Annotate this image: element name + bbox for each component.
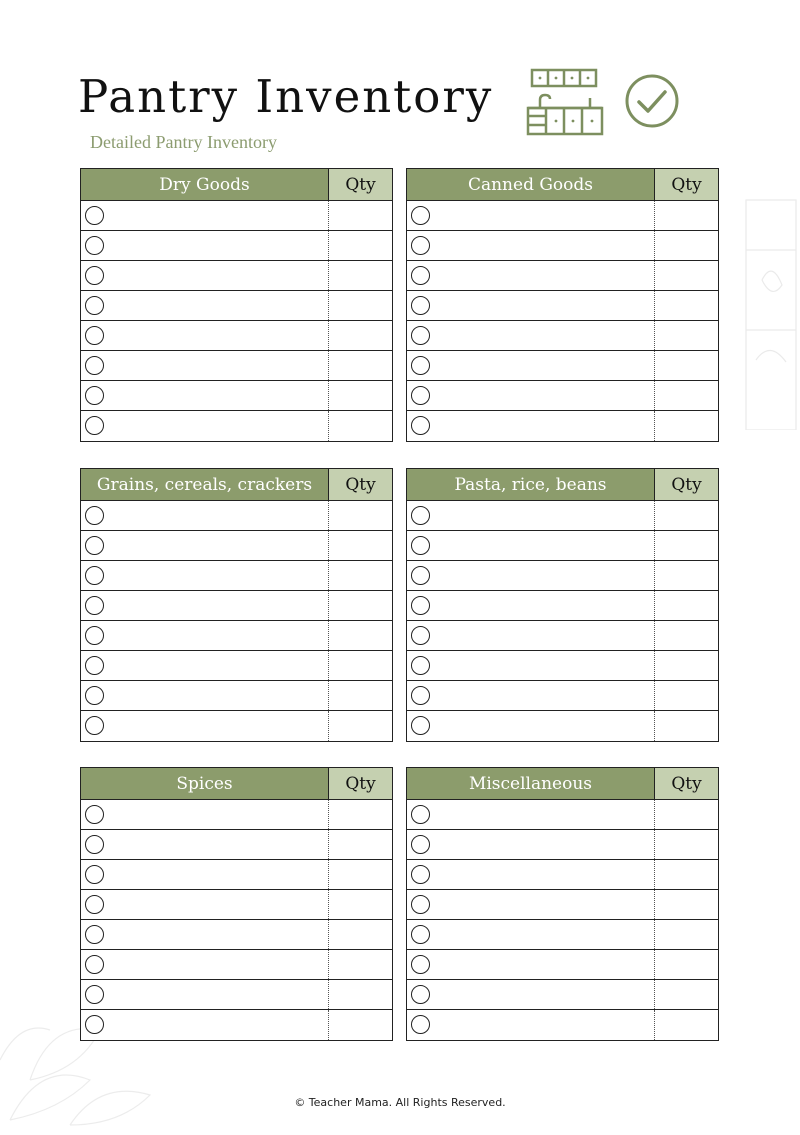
- qty-header: Qty: [655, 768, 718, 799]
- table-row: [407, 591, 718, 621]
- table-header: [407, 469, 718, 501]
- item-cell[interactable]: [407, 561, 655, 590]
- table-row: [81, 321, 392, 351]
- item-cell[interactable]: [81, 890, 329, 919]
- qty-cell[interactable]: [655, 651, 718, 680]
- qty-cell[interactable]: [655, 1010, 718, 1040]
- table-row: [407, 231, 718, 261]
- circle-checkbox-icon[interactable]: [85, 835, 104, 854]
- table-row: [81, 201, 392, 231]
- table-row: [81, 381, 392, 411]
- qty-cell[interactable]: [655, 920, 718, 949]
- table-header: [407, 169, 718, 201]
- circle-checkbox-icon[interactable]: [85, 386, 104, 405]
- qty-cell[interactable]: [655, 261, 718, 290]
- circle-checkbox-icon[interactable]: [411, 865, 430, 884]
- item-cell[interactable]: [81, 411, 329, 441]
- page-subtitle: Detailed Pantry Inventory: [90, 132, 277, 152]
- item-cell[interactable]: [407, 860, 655, 889]
- category-title: Canned Goods: [407, 169, 655, 200]
- qty-cell[interactable]: [329, 561, 392, 590]
- circle-checkbox-icon[interactable]: [85, 236, 104, 255]
- qty-cell[interactable]: [329, 321, 392, 350]
- circle-checkbox-icon[interactable]: [411, 925, 430, 944]
- item-cell[interactable]: [407, 321, 655, 350]
- circle-checkbox-icon[interactable]: [411, 506, 430, 525]
- item-cell[interactable]: [81, 201, 329, 230]
- inventory-table: [406, 168, 719, 442]
- item-cell[interactable]: [407, 651, 655, 680]
- item-cell[interactable]: [81, 591, 329, 620]
- table-row: [407, 261, 718, 291]
- item-cell[interactable]: [407, 531, 655, 560]
- qty-cell[interactable]: [329, 261, 392, 290]
- qty-cell[interactable]: [329, 830, 392, 859]
- table-row: [407, 681, 718, 711]
- item-cell[interactable]: [81, 351, 329, 380]
- item-cell[interactable]: [407, 351, 655, 380]
- qty-cell[interactable]: [329, 411, 392, 441]
- qty-header: Qty: [655, 469, 718, 500]
- item-cell[interactable]: [81, 1010, 329, 1040]
- table-row: [407, 1010, 718, 1040]
- checkmark-circle-icon: [623, 72, 681, 134]
- table-row: [407, 621, 718, 651]
- table-row: [81, 501, 392, 531]
- item-cell[interactable]: [81, 711, 329, 741]
- qty-cell[interactable]: [329, 860, 392, 889]
- qty-cell[interactable]: [655, 860, 718, 889]
- category-title: Dry Goods: [81, 169, 329, 200]
- circle-checkbox-icon[interactable]: [85, 925, 104, 944]
- table-row: [81, 621, 392, 651]
- inventory-table: [80, 168, 393, 442]
- circle-checkbox-icon[interactable]: [85, 596, 104, 615]
- circle-checkbox-icon[interactable]: [85, 805, 104, 824]
- qty-cell[interactable]: [655, 291, 718, 320]
- qty-header: Qty: [329, 768, 392, 799]
- qty-cell[interactable]: [329, 890, 392, 919]
- qty-cell[interactable]: [329, 950, 392, 979]
- circle-checkbox-icon[interactable]: [85, 955, 104, 974]
- item-cell[interactable]: [81, 561, 329, 590]
- circle-checkbox-icon[interactable]: [411, 536, 430, 555]
- category-title: Pasta, rice, beans: [407, 469, 655, 500]
- table-row: [81, 980, 392, 1010]
- qty-cell[interactable]: [655, 351, 718, 380]
- table-row: [81, 561, 392, 591]
- circle-checkbox-icon[interactable]: [411, 266, 430, 285]
- item-cell[interactable]: [81, 830, 329, 859]
- qty-cell[interactable]: [329, 351, 392, 380]
- circle-checkbox-icon[interactable]: [85, 656, 104, 675]
- table-row: [407, 201, 718, 231]
- table-row: [407, 291, 718, 321]
- table-row: [407, 651, 718, 681]
- circle-checkbox-icon[interactable]: [85, 296, 104, 315]
- circle-checkbox-icon[interactable]: [85, 686, 104, 705]
- qty-cell[interactable]: [655, 980, 718, 1009]
- qty-cell[interactable]: [655, 591, 718, 620]
- inventory-table: [80, 767, 393, 1041]
- qty-cell[interactable]: [655, 531, 718, 560]
- item-cell[interactable]: [407, 920, 655, 949]
- item-cell[interactable]: [407, 201, 655, 230]
- table-header: [81, 469, 392, 501]
- item-cell[interactable]: [407, 591, 655, 620]
- circle-checkbox-icon[interactable]: [411, 835, 430, 854]
- item-cell[interactable]: [407, 681, 655, 710]
- table-row: [407, 860, 718, 890]
- circle-checkbox-icon[interactable]: [85, 865, 104, 884]
- circle-checkbox-icon[interactable]: [411, 416, 430, 435]
- table-row: [407, 980, 718, 1010]
- circle-checkbox-icon[interactable]: [411, 386, 430, 405]
- qty-header: Qty: [329, 469, 392, 500]
- circle-checkbox-icon[interactable]: [411, 236, 430, 255]
- table-row: [407, 830, 718, 860]
- circle-checkbox-icon[interactable]: [85, 985, 104, 1004]
- item-cell[interactable]: [81, 231, 329, 260]
- table-row: [407, 351, 718, 381]
- qty-cell[interactable]: [329, 1010, 392, 1040]
- circle-checkbox-icon[interactable]: [85, 326, 104, 345]
- circle-checkbox-icon[interactable]: [411, 716, 430, 735]
- qty-cell[interactable]: [329, 231, 392, 260]
- qty-cell[interactable]: [329, 591, 392, 620]
- qty-cell[interactable]: [329, 381, 392, 410]
- qty-cell[interactable]: [329, 711, 392, 741]
- circle-checkbox-icon[interactable]: [85, 566, 104, 585]
- qty-cell[interactable]: [655, 830, 718, 859]
- table-row: [407, 800, 718, 830]
- table-row: [407, 411, 718, 441]
- table-row: [407, 531, 718, 561]
- table-row: [81, 651, 392, 681]
- table-row: [81, 920, 392, 950]
- item-cell[interactable]: [81, 501, 329, 530]
- table-row: [81, 830, 392, 860]
- inventory-table: [406, 767, 719, 1041]
- qty-cell[interactable]: [655, 800, 718, 829]
- inventory-table: [80, 468, 393, 742]
- item-cell[interactable]: [407, 890, 655, 919]
- inventory-table: [406, 468, 719, 742]
- qty-cell[interactable]: [329, 651, 392, 680]
- item-cell[interactable]: [407, 291, 655, 320]
- qty-cell[interactable]: [329, 980, 392, 1009]
- circle-checkbox-icon[interactable]: [85, 506, 104, 525]
- circle-checkbox-icon[interactable]: [411, 1015, 430, 1034]
- qty-cell[interactable]: [655, 890, 718, 919]
- copyright-footer: © Teacher Mama. All Rights Reserved.: [294, 1096, 506, 1109]
- qty-header: Qty: [655, 169, 718, 200]
- table-row: [407, 501, 718, 531]
- table-row: [81, 890, 392, 920]
- qty-cell[interactable]: [655, 231, 718, 260]
- circle-checkbox-icon[interactable]: [85, 266, 104, 285]
- item-cell[interactable]: [407, 1010, 655, 1040]
- qty-cell[interactable]: [329, 920, 392, 949]
- table-row: [81, 860, 392, 890]
- qty-cell[interactable]: [329, 621, 392, 650]
- item-cell[interactable]: [407, 261, 655, 290]
- circle-checkbox-icon[interactable]: [411, 596, 430, 615]
- item-cell[interactable]: [407, 830, 655, 859]
- item-cell[interactable]: [81, 531, 329, 560]
- qty-cell[interactable]: [655, 621, 718, 650]
- item-cell[interactable]: [407, 711, 655, 741]
- circle-checkbox-icon[interactable]: [411, 296, 430, 315]
- table-header: [81, 169, 392, 201]
- table-row: [81, 261, 392, 291]
- table-row: [407, 561, 718, 591]
- circle-checkbox-icon[interactable]: [85, 895, 104, 914]
- circle-checkbox-icon[interactable]: [411, 326, 430, 345]
- kitchen-cabinet-icon: [526, 68, 606, 142]
- table-row: [81, 411, 392, 441]
- item-cell[interactable]: [81, 321, 329, 350]
- qty-cell[interactable]: [655, 321, 718, 350]
- table-row: [81, 950, 392, 980]
- item-cell[interactable]: [81, 950, 329, 979]
- circle-checkbox-icon[interactable]: [411, 356, 430, 375]
- decorative-line-art-icon: [742, 190, 800, 434]
- item-cell[interactable]: [407, 411, 655, 441]
- qty-cell[interactable]: [655, 561, 718, 590]
- circle-checkbox-icon[interactable]: [411, 206, 430, 225]
- qty-header: Qty: [329, 169, 392, 200]
- table-row: [81, 591, 392, 621]
- qty-cell[interactable]: [329, 201, 392, 230]
- item-cell[interactable]: [81, 261, 329, 290]
- item-cell[interactable]: [407, 621, 655, 650]
- qty-cell[interactable]: [329, 800, 392, 829]
- circle-checkbox-icon[interactable]: [411, 895, 430, 914]
- qty-cell[interactable]: [655, 411, 718, 441]
- item-cell[interactable]: [407, 231, 655, 260]
- table-header: [81, 768, 392, 800]
- circle-checkbox-icon[interactable]: [411, 686, 430, 705]
- qty-cell[interactable]: [655, 950, 718, 979]
- circle-checkbox-icon[interactable]: [411, 955, 430, 974]
- qty-cell[interactable]: [329, 531, 392, 560]
- qty-cell[interactable]: [655, 711, 718, 741]
- circle-checkbox-icon[interactable]: [411, 805, 430, 824]
- item-cell[interactable]: [81, 800, 329, 829]
- circle-checkbox-icon[interactable]: [85, 206, 104, 225]
- table-row: [81, 800, 392, 830]
- qty-cell[interactable]: [655, 501, 718, 530]
- circle-checkbox-icon[interactable]: [85, 416, 104, 435]
- item-cell[interactable]: [407, 381, 655, 410]
- item-cell[interactable]: [407, 800, 655, 829]
- item-cell[interactable]: [407, 950, 655, 979]
- table-row: [407, 920, 718, 950]
- table-header: [407, 768, 718, 800]
- item-cell[interactable]: [407, 980, 655, 1009]
- qty-cell[interactable]: [655, 681, 718, 710]
- category-title: Miscellaneous: [407, 768, 655, 799]
- item-cell[interactable]: [81, 681, 329, 710]
- page-title: Pantry Inventory: [78, 70, 494, 123]
- item-cell[interactable]: [81, 980, 329, 1009]
- item-cell[interactable]: [407, 501, 655, 530]
- category-title: Grains, cereals, crackers: [81, 469, 329, 500]
- circle-checkbox-icon[interactable]: [411, 656, 430, 675]
- table-row: [81, 1010, 392, 1040]
- qty-cell[interactable]: [329, 681, 392, 710]
- qty-cell[interactable]: [655, 381, 718, 410]
- item-cell[interactable]: [81, 860, 329, 889]
- circle-checkbox-icon[interactable]: [411, 985, 430, 1004]
- item-cell[interactable]: [81, 920, 329, 949]
- circle-checkbox-icon[interactable]: [85, 716, 104, 735]
- table-row: [81, 711, 392, 741]
- table-row: [81, 291, 392, 321]
- qty-cell[interactable]: [655, 201, 718, 230]
- table-row: [407, 381, 718, 411]
- table-row: [81, 351, 392, 381]
- table-row: [407, 321, 718, 351]
- circle-checkbox-icon[interactable]: [411, 566, 430, 585]
- item-cell[interactable]: [81, 621, 329, 650]
- item-cell[interactable]: [81, 291, 329, 320]
- item-cell[interactable]: [81, 381, 329, 410]
- table-row: [407, 711, 718, 741]
- table-row: [81, 681, 392, 711]
- circle-checkbox-icon[interactable]: [85, 626, 104, 645]
- circle-checkbox-icon[interactable]: [85, 536, 104, 555]
- table-row: [81, 231, 392, 261]
- qty-cell[interactable]: [329, 501, 392, 530]
- circle-checkbox-icon[interactable]: [85, 356, 104, 375]
- table-row: [81, 531, 392, 561]
- item-cell[interactable]: [81, 651, 329, 680]
- circle-checkbox-icon[interactable]: [411, 626, 430, 645]
- qty-cell[interactable]: [329, 291, 392, 320]
- table-row: [407, 890, 718, 920]
- table-row: [407, 950, 718, 980]
- circle-checkbox-icon[interactable]: [85, 1015, 104, 1034]
- category-title: Spices: [81, 768, 329, 799]
